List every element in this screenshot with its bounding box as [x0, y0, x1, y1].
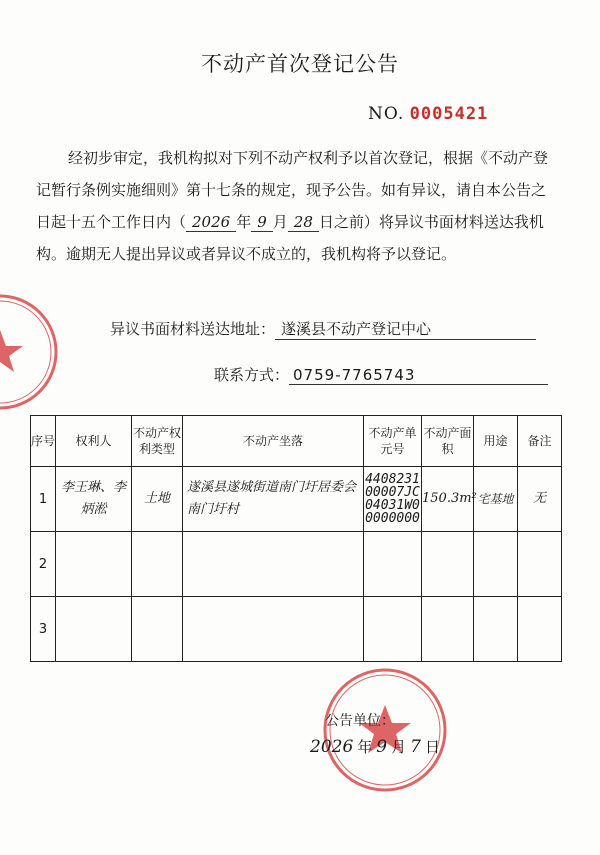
header-use: 用途	[474, 416, 518, 467]
header-note: 备注	[518, 416, 562, 467]
cell-location	[183, 532, 364, 597]
issue-year-char: 年	[357, 738, 373, 756]
table-row	[31, 532, 562, 597]
contact-label: 联系方式：	[214, 366, 290, 384]
cell-use	[474, 597, 518, 662]
header-unit-no: 不动产单元号	[364, 416, 422, 467]
serial-prefix: NO.	[368, 104, 405, 124]
cell-seq: 1	[31, 467, 56, 532]
cell-type	[132, 597, 183, 662]
issuing-unit-label: 公告单位：	[325, 713, 395, 729]
cell-note: 无	[518, 467, 562, 532]
header-type: 不动产权利类型	[132, 416, 183, 467]
address-value: 遂溪县不动产登记中心	[275, 318, 536, 340]
cell-note	[518, 532, 562, 597]
issue-year: 2026	[310, 737, 354, 757]
notice-text-2: 日之前）将异议书面材料送达我机构。逾期无人提出异议或者异议不成立的，我机构将予以登记。	[36, 213, 544, 263]
page-title: 不动产首次登记公告	[201, 52, 399, 76]
cell-unit-no: 440823100007JC04031W00000000	[364, 467, 422, 532]
address-label: 异议书面材料送达地址：	[110, 320, 276, 338]
cell-use	[474, 532, 518, 597]
cell-type: 土地	[132, 467, 183, 532]
cell-area	[422, 597, 474, 662]
cell-area: 150.3m²	[422, 467, 474, 532]
cell-note	[518, 597, 562, 662]
notice-paragraph	[36, 142, 556, 270]
cell-holder	[56, 532, 132, 597]
deadline-day: 28	[288, 213, 319, 232]
serial-number	[368, 104, 488, 124]
deadline-month-char: 月	[272, 213, 288, 231]
cell-area	[422, 532, 474, 597]
deadline-year: 2026	[186, 213, 236, 232]
cell-use: 宅基地	[474, 467, 518, 532]
official-seal-left	[0, 290, 62, 414]
deadline-year-char: 年	[236, 213, 252, 231]
cell-type	[132, 532, 183, 597]
cell-seq: 3	[31, 597, 56, 662]
issue-month: 9	[376, 737, 388, 757]
table-row	[31, 467, 562, 532]
issue-date	[306, 736, 440, 757]
contact-value: 0759-7765743	[289, 366, 548, 385]
cell-holder	[56, 597, 132, 662]
issue-day: 7	[410, 737, 421, 757]
table-header-row	[31, 416, 562, 467]
header-holder: 权利人	[56, 416, 132, 467]
table-row	[31, 597, 562, 662]
cell-location: 遂溪县遂城街道南门圩居委会南门圩村	[183, 467, 364, 532]
cell-unit-no	[364, 597, 422, 662]
registration-table	[30, 415, 562, 662]
objection-address	[110, 318, 536, 340]
official-seal-right	[320, 665, 450, 795]
issue-month-char: 月	[391, 738, 407, 756]
serial-value: 0005421	[409, 104, 489, 124]
cell-unit-no	[364, 532, 422, 597]
header-area: 不动产面积	[422, 416, 474, 467]
cell-location	[183, 597, 364, 662]
contact-info	[214, 364, 548, 385]
cell-holder: 李王琳、李炳淞	[56, 467, 132, 532]
issue-day-char: 日	[424, 738, 440, 756]
deadline-month: 9	[251, 213, 273, 232]
header-location: 不动产坐落	[183, 416, 364, 467]
notice-text-1: 经初步审定，我机构拟对下列不动产权利予以首次登记，根据《不动产登记暂行条例实施细则》第十七条的规定，现予公告。如有异议，请自本公告之日起十五个工作日内（	[36, 149, 549, 231]
header-seq: 序号	[31, 416, 56, 467]
cell-seq: 2	[31, 532, 56, 597]
